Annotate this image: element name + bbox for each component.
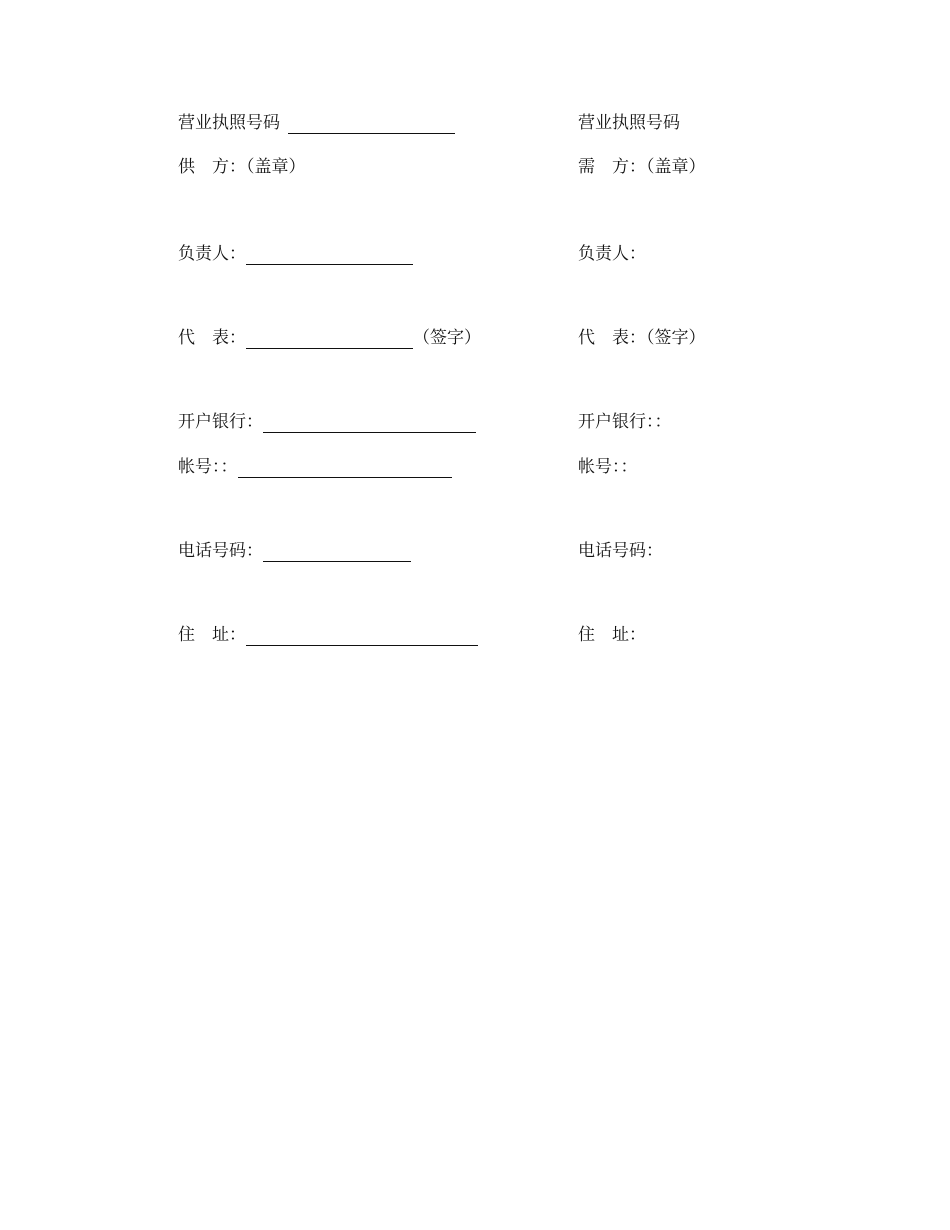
buyer-address-label: 住 址： xyxy=(578,625,646,645)
buyer-responsible-label: 负责人： xyxy=(578,244,646,264)
supplier-bank-row xyxy=(178,411,476,433)
supplier-account-label: 帐号：： xyxy=(178,457,238,477)
supplier-account-blank[interactable] xyxy=(238,459,452,478)
supplier-account-row xyxy=(178,456,452,478)
buyer-license-row xyxy=(578,112,680,134)
buyer-address-row xyxy=(578,624,646,646)
supplier-phone-label: 电话号码： xyxy=(178,541,263,561)
supplier-seal-label: 供 方：（盖章） xyxy=(178,157,306,177)
supplier-responsible-label: 负责人： xyxy=(178,244,246,264)
supplier-rep-label: 代 表： xyxy=(178,328,246,348)
supplier-seal-row xyxy=(178,156,306,178)
buyer-phone-label: 电话号码： xyxy=(578,541,663,561)
buyer-account-label: 帐号：： xyxy=(578,457,638,477)
buyer-license-label: 营业执照号码 xyxy=(578,113,680,133)
buyer-seal-label: 需 方：（盖章） xyxy=(578,157,706,177)
supplier-rep-row xyxy=(178,327,481,349)
supplier-phone-blank[interactable] xyxy=(263,543,411,562)
supplier-address-label: 住 址： xyxy=(178,625,246,645)
supplier-address-blank[interactable] xyxy=(246,627,478,646)
buyer-account-row xyxy=(578,456,638,478)
supplier-rep-sign-label: （签字） xyxy=(413,328,481,348)
supplier-rep-blank[interactable] xyxy=(246,330,413,349)
buyer-rep-label: 代 表：（签字） xyxy=(578,328,706,348)
supplier-bank-label: 开户银行： xyxy=(178,412,263,432)
supplier-license-label: 营业执照号码 xyxy=(178,113,280,133)
buyer-seal-row xyxy=(578,156,706,178)
supplier-responsible-blank[interactable] xyxy=(246,246,413,265)
supplier-address-row xyxy=(178,624,478,646)
supplier-license-blank[interactable] xyxy=(288,115,455,134)
supplier-license-row xyxy=(178,112,455,134)
supplier-responsible-row xyxy=(178,243,413,265)
buyer-rep-row xyxy=(578,327,706,349)
buyer-bank-label: 开户银行：： xyxy=(578,412,672,432)
supplier-phone-row xyxy=(178,540,411,562)
buyer-phone-row xyxy=(578,540,663,562)
buyer-bank-row xyxy=(578,411,672,433)
supplier-bank-blank[interactable] xyxy=(263,414,476,433)
buyer-responsible-row xyxy=(578,243,646,265)
